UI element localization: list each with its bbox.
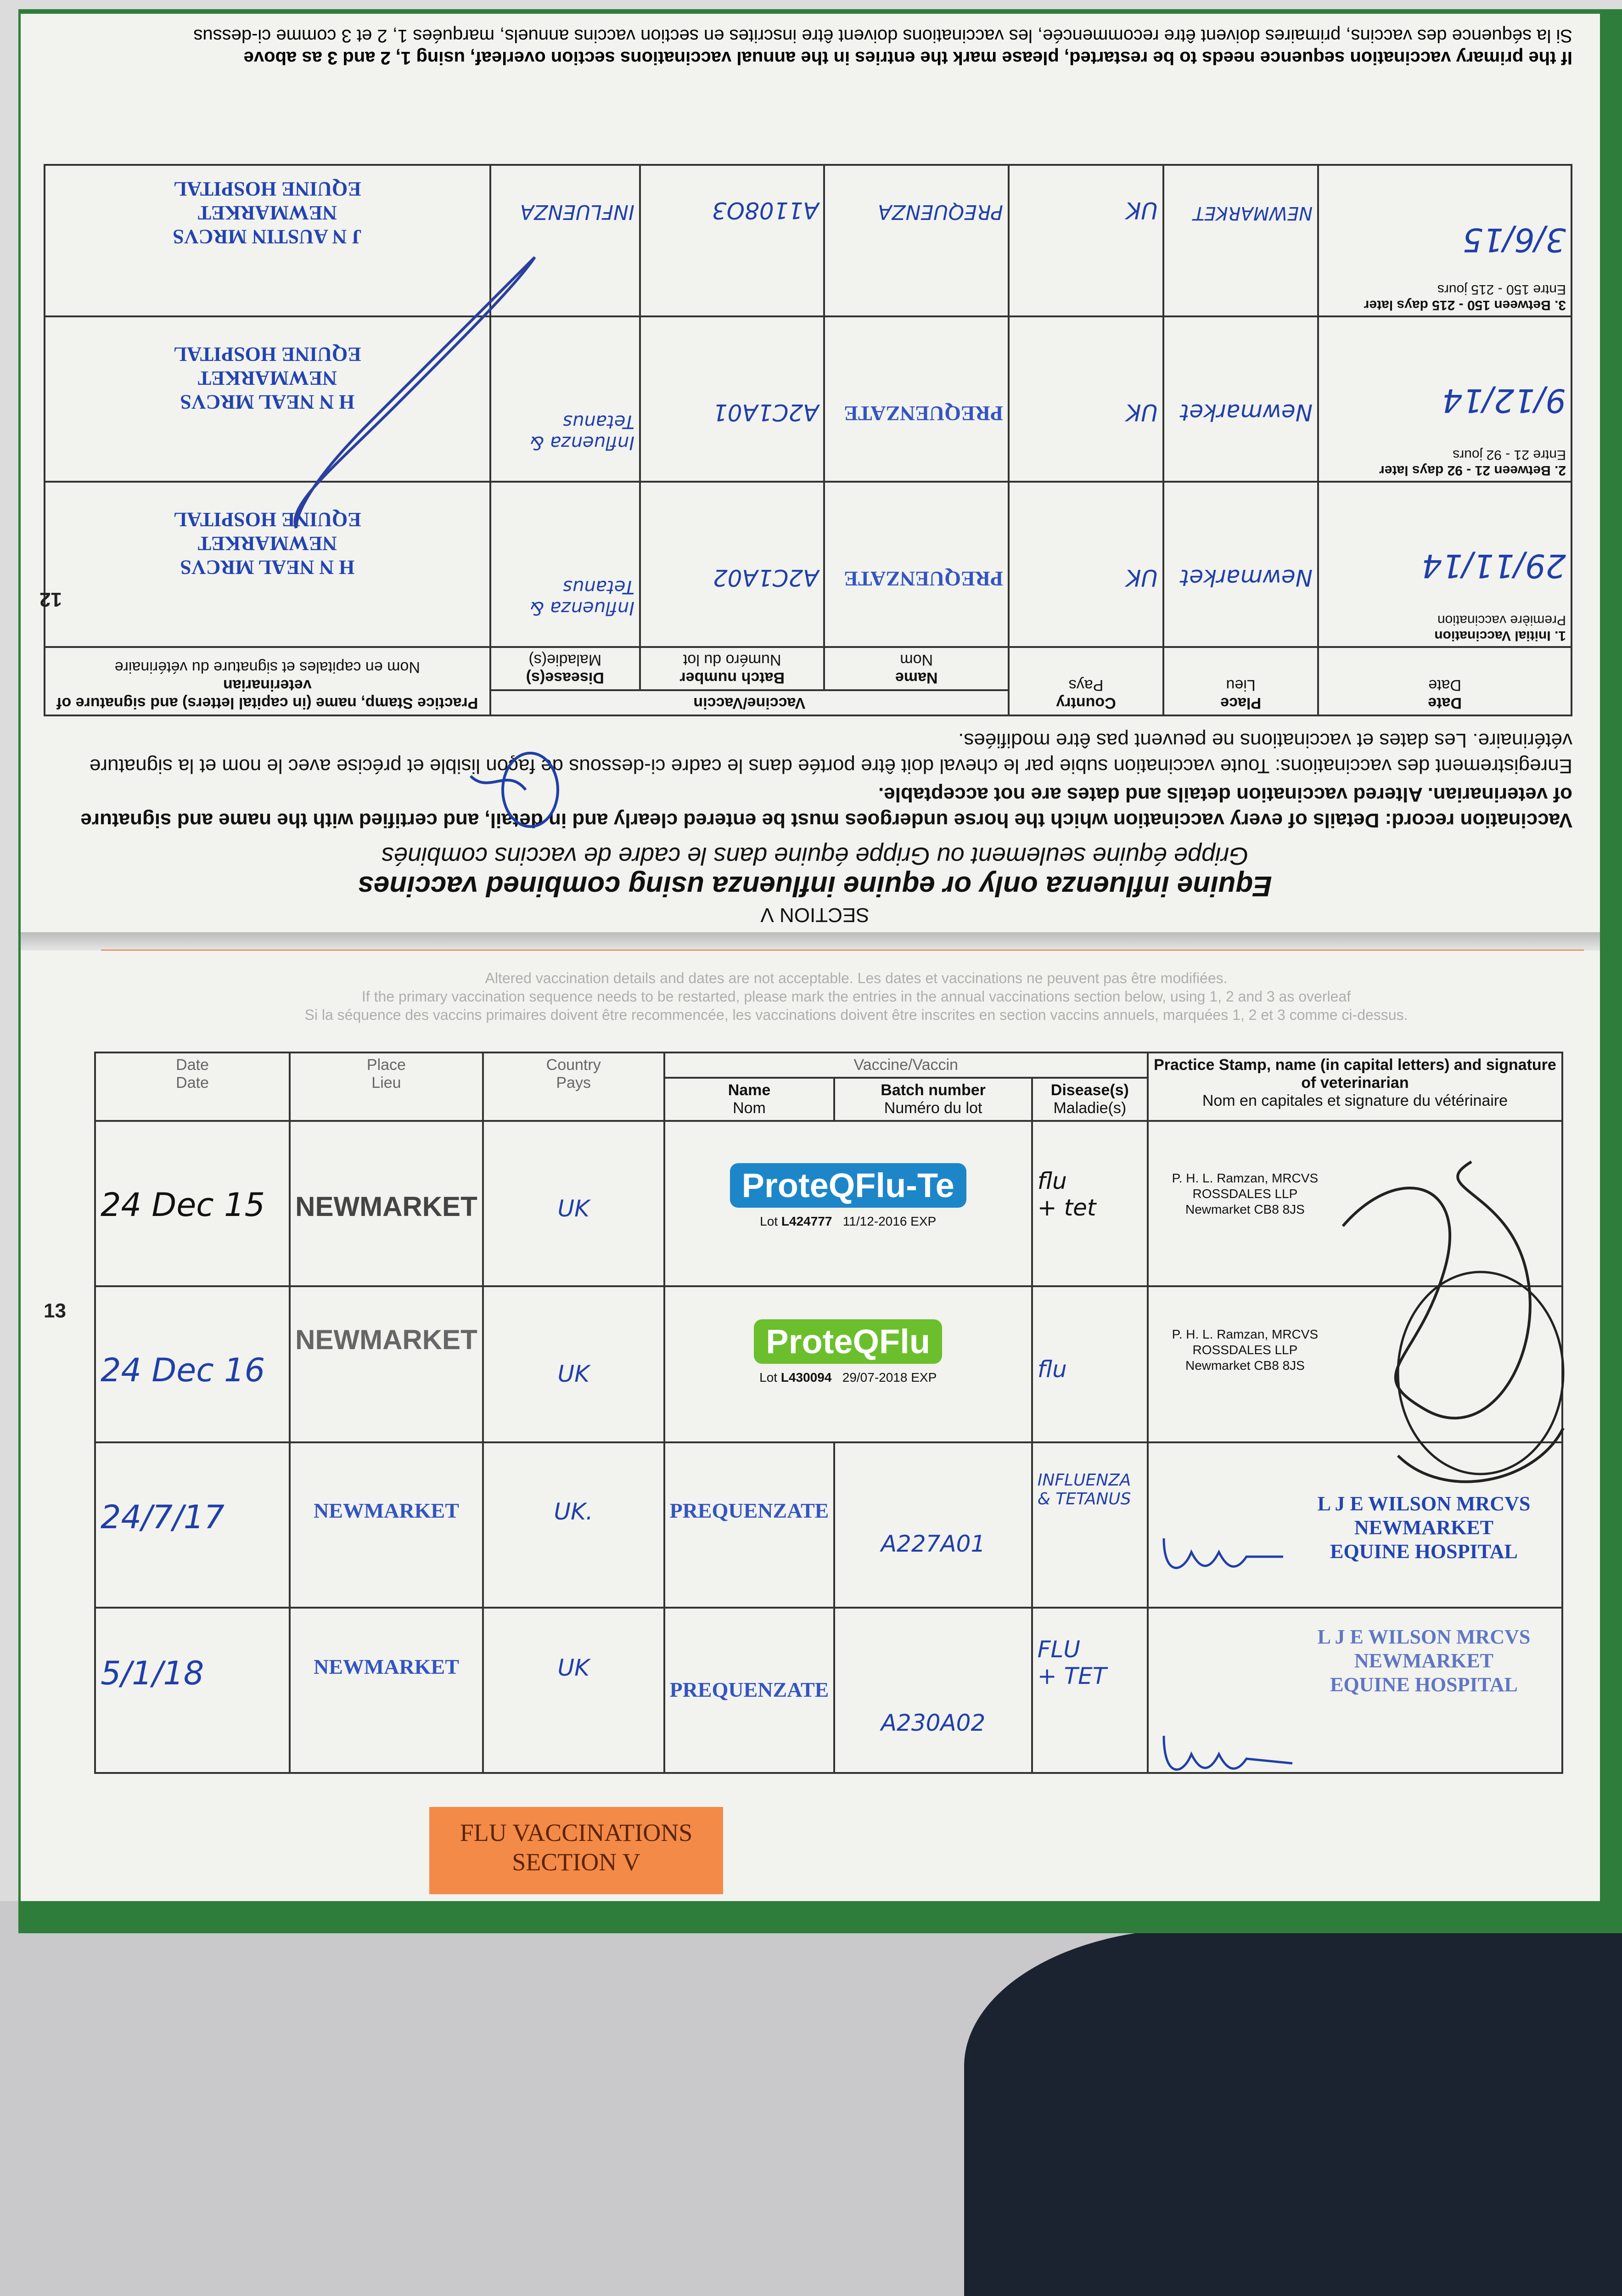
row-place: Newmarket (1163, 316, 1318, 482)
row-vaccine-name: PREQUENZATE (824, 316, 1009, 482)
row-vaccine-label: ProteQFlu Lot L430094 29/07-2018 EXP (664, 1286, 1032, 1442)
row-disease: flu + tet (1032, 1121, 1148, 1286)
row-country: UK (483, 1608, 664, 1773)
row-stamp: L J E WILSON MRCVS NEWMARKET EQUINE HOSPITAL (1148, 1442, 1562, 1608)
row-vaccine-name: PREQUENZATE (664, 1442, 835, 1608)
col-name: Name Nom (664, 1078, 835, 1121)
table-row (45, 165, 1571, 316)
col-stamp: Practice Stamp, name (in capital letters) and signature of veterinarian Nom en capitales et signature du vétérinaire (45, 647, 490, 715)
row-vaccine-name: PREQUENZA (824, 165, 1009, 316)
row-disease: Influenza & Tetanus (490, 316, 640, 482)
col-batch: Batch number Numéro du lot (640, 647, 825, 690)
col-vaccine: Vaccine/Vaccin (490, 690, 1009, 715)
signature-wilson-2 (1155, 1727, 1302, 1782)
col-place: Place Lieu (290, 1052, 483, 1121)
dark-cloth (964, 1929, 1622, 2296)
row-disease: flu (1032, 1286, 1148, 1442)
page-number: 12 (39, 588, 62, 611)
row-disease: Influenza & Tetanus (490, 482, 640, 647)
col-date: Date Date (95, 1052, 290, 1121)
row-date: 5/1/18 (95, 1608, 290, 1773)
section-label: SECTION V (760, 904, 870, 926)
col-name: Name Nom (824, 647, 1009, 690)
col-country: Country Pays (1009, 647, 1163, 715)
row-country: UK (1009, 316, 1163, 482)
row-batch: A230A02 (834, 1608, 1032, 1773)
col-country: Country Pays (483, 1052, 664, 1121)
row-country: UK (1009, 165, 1163, 316)
lower-page (21, 951, 1600, 1901)
page-number: 13 (44, 1300, 66, 1322)
row-country: UK (1009, 482, 1163, 647)
col-disease: Disease(s) Maladie(s) (490, 647, 640, 690)
section-heading-fr: Grippe équine seulement ou Grippe équine dans le cadre de vaccins combinés (381, 842, 1249, 870)
row-date-cell: 1. Initial Vaccination Première vaccination 29/11/14 (1318, 482, 1571, 647)
row-place: NEWMARKET (1163, 165, 1318, 316)
row-stamp: P. H. L. Ramzan, MRCVS ROSSDALES LLP Newmarket CB8 8JS (1148, 1121, 1562, 1286)
row-disease: FLU + TET (1032, 1608, 1148, 1773)
row-date: 24 Dec 15 (95, 1121, 290, 1286)
row-country: UK (483, 1286, 664, 1442)
row-place: NEWMARKET (290, 1121, 483, 1286)
row-disease: INFLUENZA & TETANUS (1032, 1442, 1148, 1608)
table-row (45, 482, 1571, 647)
primary-vaccination-table (44, 164, 1572, 716)
row-vaccine-label: ProteQFlu-Te Lot L424777 11/12-2016 EXP (664, 1121, 1032, 1286)
row-place: NEWMARKET (290, 1442, 483, 1608)
signature-austin (461, 748, 590, 831)
section-tab: FLU VACCINATIONS SECTION V (429, 1807, 723, 1894)
upper-intro (57, 727, 1572, 928)
vaccination-record-en: Vaccination record: Details of every vaccination which the horse undergoes must be entered clearly and in detail, and certified with the name and signature of veterinarian. Altered vaccination details and dates are not acceptable. (80, 783, 1572, 832)
proteq-flu-label: ProteQFlu (754, 1319, 942, 1364)
upper-page (21, 14, 1600, 932)
row-batch: A227A01 (834, 1442, 1032, 1608)
table-row (95, 1608, 1562, 1773)
col-stamp: Practice Stamp, name (in capital letters) and signature of veterinarian Nom en capitales et signature du vétérinaire (1148, 1052, 1562, 1121)
row-batch: A2C1A01 (640, 316, 825, 482)
row-batch: A1108O3 (640, 165, 825, 316)
row-batch: A2C1A02 (640, 482, 825, 647)
col-batch: Batch number Numéro du lot (834, 1078, 1032, 1121)
row-place: Newmarket (1163, 482, 1318, 647)
row-stamp: L J E WILSON MRCVS NEWMARKET EQUINE HOSPITAL (1148, 1608, 1562, 1773)
row-date-cell: 3. Between 150 - 215 days later Entre 150 - 215 jours 3/6/15 (1318, 165, 1571, 316)
row-stamp: H N NEAL MRCVS NEWMARKET EQUINE HOSPITAL (45, 482, 490, 647)
row-date: 24 Dec 16 (95, 1286, 290, 1442)
col-vaccine: Vaccine/Vaccin (664, 1052, 1148, 1078)
row-disease: INFLUENZA (490, 165, 640, 316)
upper-page-content (21, 14, 1600, 932)
row-place: NEWMARKET (290, 1286, 483, 1442)
vaccination-record-fr: Enregistrement des vaccinations: Toute vaccination subie par le cheval doit être portée dans le cadre ci-dessous de façon lisible et précise avec le nom et la signature vétérinaire. Les dates et vaccinations ne peuvent pas être modifiées. (89, 729, 1572, 777)
row-country: UK (483, 1121, 664, 1286)
row-date-cell: 2. Between 21 - 92 days later Entre 21 - 92 jours 9/12/14 (1318, 316, 1571, 482)
row-country: UK. (483, 1442, 664, 1608)
row-vaccine-name: PREQUENZATE (824, 482, 1009, 647)
row-date: 24/7/17 (95, 1442, 290, 1608)
row-stamp: J N AUSTIN MRCVS NEWMARKET EQUINE HOSPITAL (45, 165, 490, 316)
col-date: Date Date (1318, 647, 1571, 715)
book-spine (21, 932, 1600, 951)
row-place: NEWMARKET (290, 1608, 483, 1773)
section-heading-en: Equine influenza only or equine influenza using combined vaccines (358, 870, 1272, 902)
row-stamp: H N NEAL MRCVS NEWMARKET EQUINE HOSPITAL (45, 316, 490, 482)
signature-scribble (278, 230, 553, 551)
faded-intro: Altered vaccination details and dates are not acceptable. Les dates et vaccinations ne peuvent pas être modifiées. If the primary vaccination sequence needs to be restarted, please mark the entries in the annual vaccinations section below, using 1, 2 and 3 as overleaf Si la séquence des vaccins primaires doivent être recommencée, les vaccinations doivent être inscrites en section vaccins annuels, marquées 1, 2 et 3 comme ci-dessus. (304, 970, 1408, 1023)
row-vaccine-name: PREQUENZATE (664, 1608, 835, 1773)
table-row (45, 316, 1571, 482)
signature-wilson (1155, 1525, 1292, 1580)
col-place: Place Lieu (1163, 647, 1318, 715)
signature-ramzan (1306, 1134, 1600, 1548)
row-stamp: P. H. L. Ramzan, MRCVS ROSSDALES LLP Newmarket CB8 8JS (1148, 1286, 1562, 1442)
primary-restart-note: If the primary vaccination sequence needs to be restarted, please mark the entries in the annual vaccinations section overleaf, using 1, 2 and 3 as above Si la séquence des vaccins, primaires doivent être recommencée, les vaccinations doivent être inscrites en section vaccins annuels, marquées 1, 2 et 3 comme ci-dessus (193, 26, 1572, 68)
col-disease: Disease(s) Maladie(s) (1032, 1078, 1148, 1121)
proteq-flu-te-label: ProteQFlu-Te (730, 1163, 966, 1208)
